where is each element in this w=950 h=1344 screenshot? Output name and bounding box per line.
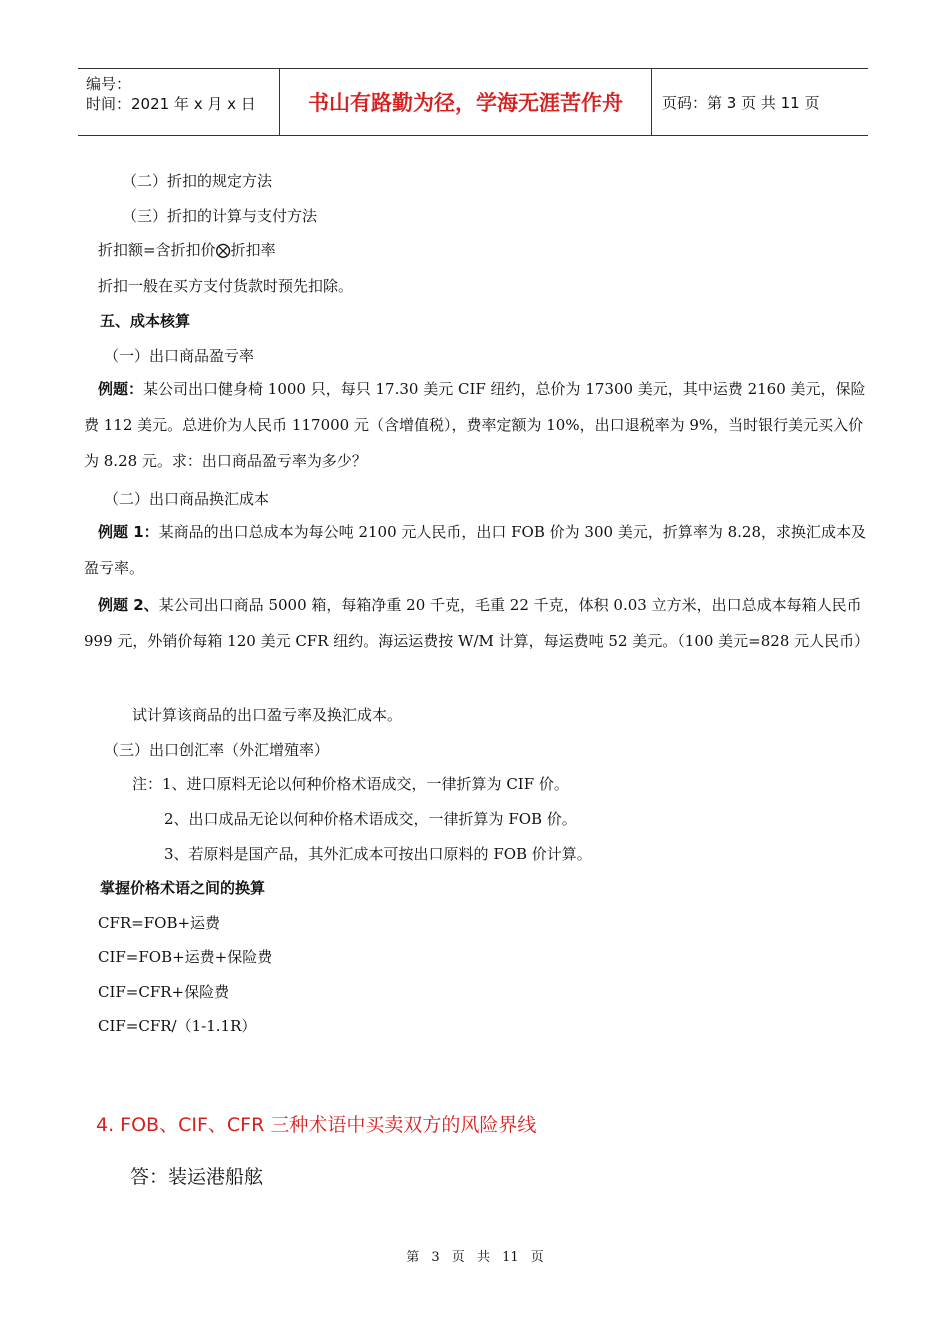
header-motto-cell (280, 69, 652, 135)
footer-word-ye: 页 (451, 1250, 465, 1265)
footer-word-di: 第 (406, 1250, 420, 1265)
discount-note: 折扣一般在买方支付货款时预先扣除。 (98, 277, 354, 295)
formula-cif-2: CIF=CFR+保险费 (98, 983, 230, 1001)
example-2-label: 例题 1： (98, 523, 159, 541)
footer-total-pages: 11 (502, 1250, 519, 1265)
example-3-label: 例题 2、 (98, 596, 159, 614)
section-forex-rate: （三）出口创汇率（外汇增殖率） (104, 741, 330, 759)
formula-cif-3: CIF=CFR/（1-1.1R） (98, 1017, 257, 1035)
heading-cost-accounting: 五、成本核算 (100, 312, 191, 330)
question-4: 4. FOB、CIF、CFR 三种术语中买卖双方的风险界线 (96, 1114, 537, 1136)
example-3-question: 试计算该商品的出口盈亏率及换汇成本。 (132, 706, 403, 724)
header-page-cell (652, 69, 868, 135)
section-exchange-cost: （二）出口商品换汇成本 (104, 490, 270, 508)
section-discount-rules: （二）折扣的规定方法 (122, 172, 273, 190)
code-label: 编号： (86, 75, 132, 93)
footer-word-ye-2: 页 (530, 1250, 544, 1265)
header-meta (78, 69, 280, 135)
page-label: 页码：第 3 页 共 11 页 (662, 93, 820, 112)
date-label: 时间：2021 年 x 月 x 日 (86, 95, 256, 113)
example-1-label: 例题： (98, 380, 144, 398)
note-1: 注：1、进口原料无论以何种价格术语成交，一律折算为 CIF 价。 (132, 775, 569, 793)
page-header (78, 68, 868, 136)
example-2-text: 某商品的出口总成本为每公吨 2100 元人民币，出口 FOB 价为 300 美元，折算率为 8.28，求换汇成本及盈亏率。 (84, 523, 866, 577)
example-3 (84, 587, 870, 659)
example-2 (84, 514, 866, 586)
motto: 书山有路勤为径，学海无涯苦作舟 (308, 91, 623, 115)
example-1 (84, 371, 866, 479)
section-discount-calc: （三）折扣的计算与支付方法 (122, 207, 318, 225)
example-3-text: 某公司出口商品 5000 箱，每箱净重 20 千克，毛重 22 千克，体积 0.03 立方米，出口总成本每箱人民币 999 元，外销价每箱 120 美元 CFR 纽约。海运运费按 W/M 计算，每运费吨 52 美元。（100 美元=828 元人民币） (84, 596, 870, 650)
formula-cif-1: CIF=FOB+运费+保险费 (98, 948, 273, 966)
footer-word-gong: 共 (476, 1250, 490, 1265)
footer-page-number: 3 (431, 1250, 440, 1265)
answer-4: 答：装运港船舷 (130, 1166, 264, 1188)
discount-formula: 折扣额=含折扣价⨂折扣率 (98, 241, 276, 259)
example-1-text: 某公司出口健身椅 1000 只，每只 17.30 美元 CIF 纽约，总价为 17300 美元，其中运费 2160 美元，保险费 112 美元。总进价为人民币 117000 元（含增值税），费率定额为 10%，出口退税率为 9%，当时银行美元买入价为 8.28 元。求：出口商品盈亏率为多少？ (84, 380, 866, 470)
note-2: 2、出口成品无论以何种价格术语成交，一律折算为 FOB 价。 (164, 810, 577, 828)
page-footer (0, 1246, 950, 1265)
note-3: 3、若原料是国产品，其外汇成本可按出口原料的 FOB 价计算。 (164, 845, 592, 863)
section-profit-rate: （一）出口商品盈亏率 (104, 347, 255, 365)
formula-cfr: CFR=FOB+运费 (98, 914, 221, 932)
heading-conversion: 掌握价格术语之间的换算 (100, 879, 266, 897)
